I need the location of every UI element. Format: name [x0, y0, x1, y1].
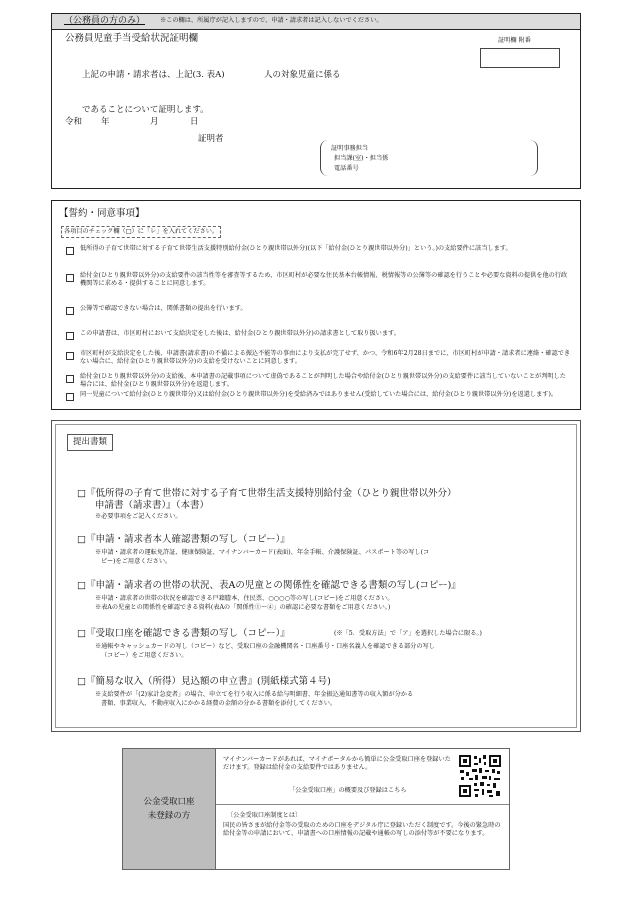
doc2-note1: ※申請・請求者の運転免許証、健康保険証、マイナンバーカード(表面)、年金手帳、介護保険証、パスポート等の写し(コ: [95, 549, 430, 556]
pledge-item[interactable]: [66, 272, 571, 288]
official-title: 公務員児童手当受給状況証明欄: [65, 33, 199, 44]
official-line1a: 上記の申請・請求者は、上記(3. 表A): [82, 70, 225, 80]
pledge-item-text: 公簿等で確認できない場合は、関係書類の提出を行います。: [80, 305, 247, 312]
pledge-checkbox[interactable]: [66, 307, 74, 315]
koukin-text: マイナンバーカードがあれば、マイナポータルから簡単に公金受取口座を登録いただけます。登録は給付金の支給要件ではありません。: [223, 756, 451, 771]
official-header-bar: [52, 14, 580, 30]
doc5-note2: 書類、事業収入、不動産収入にかかる経費の金額の分かる書類を添付してください。: [101, 700, 337, 707]
doc2-note2: ピー)をご用意ください。: [101, 558, 172, 565]
qr-code-icon[interactable]: [458, 754, 502, 798]
official-header-label: （公務員の方のみ）: [64, 16, 146, 26]
contact-line-2: 担当課(室)・担当係: [334, 155, 389, 162]
official-section: [51, 13, 581, 189]
doc3-note1: ※申請・請求者の世帯の状況を確認できる戸籍謄本、住民票、○○○○等の写し(コピー)をご用意ください。: [95, 595, 394, 602]
pledge-instruction: 各項目のチェック欄（□）に「レ」を入れてください。: [61, 226, 221, 238]
pledge-item[interactable]: [66, 245, 571, 253]
qr-code-graphic: [458, 754, 502, 798]
koukin-side-panel: [123, 749, 216, 869]
doc5-title: □『簡易な収入（所得）見込額の申立書』(別紙様式第４号): [77, 676, 331, 687]
pledge-item-text: 給付金(ひとり親世帯以外分)の支給後、本申請書の記載事項について虚偽であることが判明した場合や給付金(ひとり親世帯以外分)の支給要件に該当していないことが判明した場合には、給付金(ひとり親世帯以外分)を返還します。: [80, 373, 566, 388]
pledge-item[interactable]: [66, 350, 571, 366]
doc3-title: □『申請・請求者の世帯の状況、表Aの児童との関係性を確認できる書類の写し(コピー)』: [77, 580, 461, 591]
pledge-item-text: 低所得の子育て世帯に対する子育て世帯生活支援特別給付金(ひとり親世帯以外分)(以下「給付金(ひとり親世帯以外分)」という。)の支給要件に該当します。: [80, 245, 512, 252]
docs-section: [51, 420, 581, 732]
pledge-item-text: 市区町村が支給決定をした後、申請書(請求書)の不備による振込不能等の事由により支払が完了せず、かつ、令和6年2月28日までに、市区町村が申請・請求者に連絡・確認できない場合に、給付金(ひとり親世帯以外分)の支給を受けないことに同意します。: [80, 350, 571, 365]
cert-number-label: 証明欄 附番: [498, 37, 531, 44]
contact-line-1: 証明事務担当: [331, 145, 369, 152]
doc4-note1: ※通帳やキャッシュカードの写し（コピー）など、受取口座の金融機関名・口座番号・口座名義人を確認できる部分の写し: [95, 643, 435, 650]
date-era: 令和: [65, 117, 83, 127]
pledge-title: 【誓約・同意事項】: [59, 208, 145, 219]
doc4-note2: （コピー）をご用意ください。: [101, 652, 188, 659]
doc4-sub: (※「5．受取方法」で「ア」を選択した場合に限る。): [334, 630, 482, 637]
doc5-note1: ※支給要件が「(2)家計急変者」の場合、申立てを行う収入に係る給与明細書、年金振込通知書等の収入額が分かる: [95, 691, 414, 698]
official-line2: であることについて証明します。: [82, 105, 209, 115]
certifier-label: 証明者: [198, 134, 224, 144]
date-row: [65, 117, 265, 128]
doc3-note2: ※表Aの児童との関係性を確認できる資料(表Aの「関係性①～④」の確認に必要な書類をご用意ください。): [95, 604, 391, 611]
official-header-note: ※この欄は、所属庁が記入しますので、申請・請求者は記入しないでください。: [160, 17, 383, 24]
pledge-item[interactable]: [66, 373, 571, 389]
koukin-link-label[interactable]: 「公金受取口座」の概要及び登録はこちら: [289, 787, 407, 794]
pledge-item-text: 同一児童について給付金(ひとり親世帯分)又は給付金(ひとり親世帯以外分)を受給済みではありません(受給していた場合には、給付金(ひとり親世帯以外分)を返還します)。: [80, 391, 558, 398]
pledge-checkbox[interactable]: [66, 375, 74, 383]
doc2-title: □『申請・請求者本人確認書類の写し（コピー）』: [77, 534, 290, 545]
koukin-side-label-1: 公金受取口座: [143, 797, 195, 807]
doc1-note: ※必要事項をご記入ください。: [95, 513, 182, 520]
date-year: 年: [101, 117, 110, 127]
contact-line-3: 電話番号: [334, 165, 359, 172]
doc1-title2: 申請書（請求書）』（本書）: [95, 500, 210, 511]
pledge-item-text: 給付金(ひとり親世帯以外分)の支給要件の該当性等を審査等するため、市区町村が必要な住民基本台帳情報、税情報等の公簿等の確認を行うことや必要な資料の提供を他の行政機関等に求める・提供することに同意します。: [80, 272, 568, 287]
cert-number-field[interactable]: [480, 48, 560, 68]
pledge-checkbox[interactable]: [66, 247, 74, 255]
date-day: 日: [190, 117, 199, 127]
pledge-item-text: この申請書は、市区町村において支給決定をした後は、給付金(ひとり親世帯以外分)の請求書として取り扱います。: [80, 330, 400, 337]
koukin-system-title: 〔公金受取口座制度とは〕: [227, 812, 302, 819]
koukin-divider: [216, 804, 509, 805]
koukin-side-label-2: 未登録の方: [147, 811, 191, 821]
koukin-system-body: 国民の皆さまが給付金等の受取のための口座をデジタル庁に登録いただく制度です。今後の緊急時の給付金等の申請において、申請書への口座情報の記載や通帳の写しの添付等が不要になります。: [223, 822, 501, 837]
koukin-section: [122, 748, 510, 870]
pledge-section: [51, 200, 581, 410]
doc1-title: □『低所得の子育て世帯に対する子育て世帯生活支援特別給付金（ひとり親世帯以外分）: [77, 488, 457, 499]
docs-title: 提出書類: [67, 434, 113, 451]
date-month: 月: [150, 117, 159, 127]
doc4-title: □『受取口座を確認できる書類の写し（コピー）』: [77, 628, 290, 639]
pledge-item[interactable]: [66, 330, 571, 338]
pledge-checkbox[interactable]: [66, 393, 74, 401]
pledge-item[interactable]: [66, 391, 571, 399]
official-line1b: 人の対象児童に係る: [264, 70, 341, 80]
pledge-item[interactable]: [66, 305, 571, 313]
pledge-checkbox[interactable]: [66, 332, 74, 340]
pledge-checkbox[interactable]: [66, 274, 74, 282]
pledge-checkbox[interactable]: [66, 352, 74, 360]
